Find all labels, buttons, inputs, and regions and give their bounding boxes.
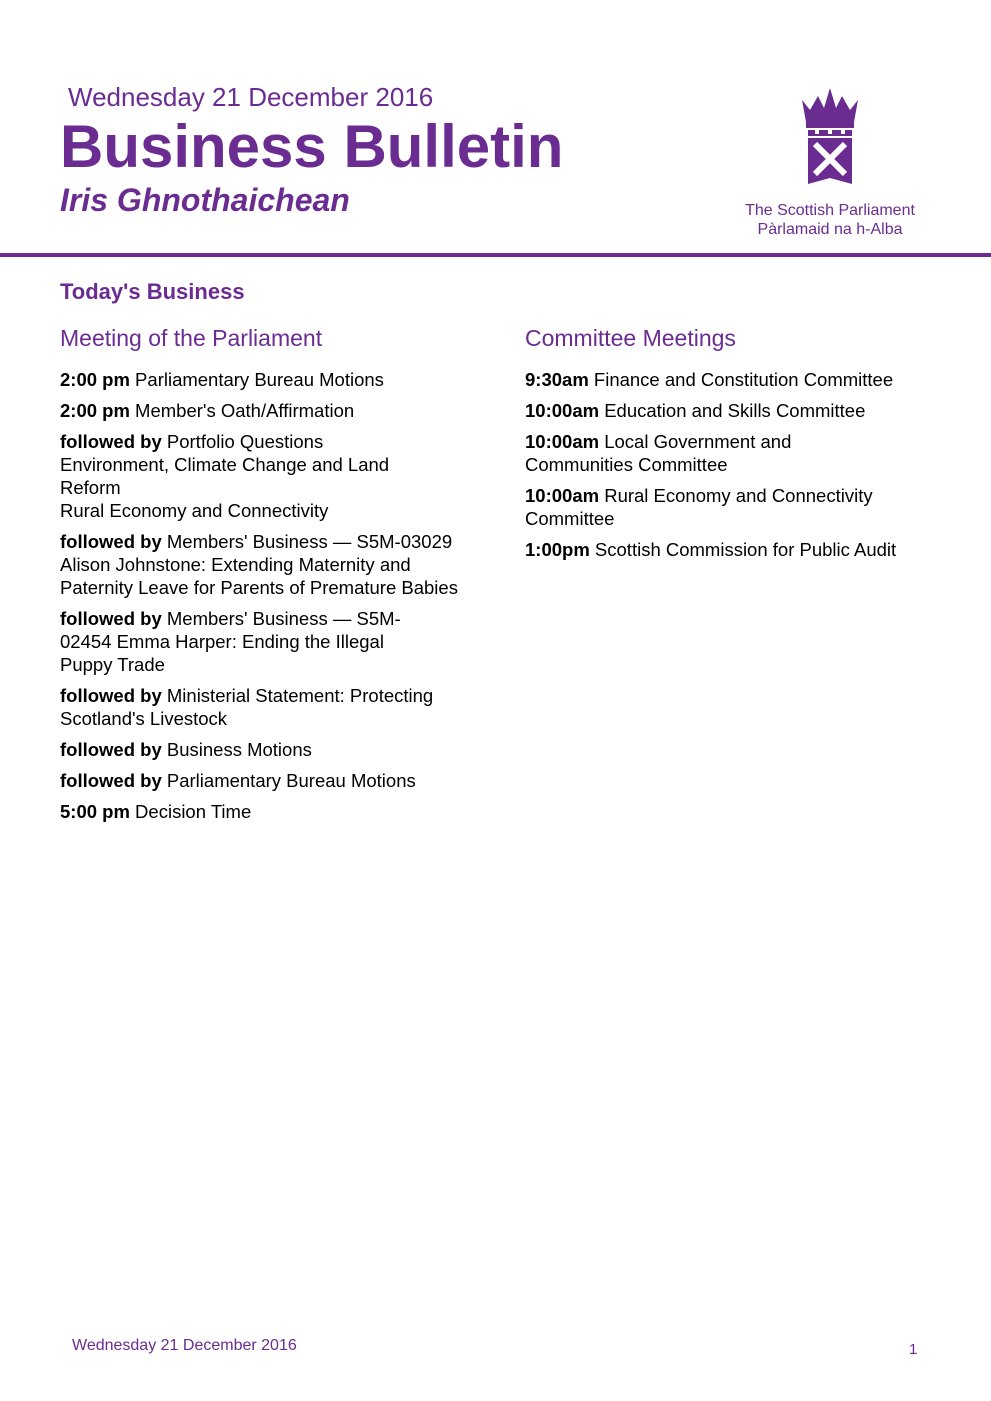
item-time: followed by bbox=[60, 739, 162, 760]
item-text: Portfolio Questions bbox=[161, 431, 324, 452]
item-time: 1:00pm bbox=[525, 539, 590, 560]
agenda-item bbox=[60, 430, 480, 522]
logo-text-gaelic: Pàrlamaid na h-Alba bbox=[757, 221, 903, 238]
agenda-item bbox=[60, 530, 465, 599]
column-heading: Meeting of the Parliament bbox=[60, 325, 323, 351]
item-text: Education and Skills Committee bbox=[599, 400, 866, 421]
agenda-item bbox=[60, 800, 480, 823]
item-time: 2:00 pm bbox=[60, 369, 130, 390]
item-text: Parliamentary Bureau Motions bbox=[129, 369, 384, 390]
item-text: Members' Business — S5M-02454 Emma Harper: Ending the Illegal Puppy Trade bbox=[60, 608, 401, 675]
item-time: followed by bbox=[60, 685, 162, 706]
item-text: Parliamentary Bureau Motions bbox=[161, 770, 416, 791]
committee-item bbox=[525, 538, 945, 561]
column-heading: Committee Meetings bbox=[525, 325, 736, 351]
footer-date: Wednesday 21 December 2016 bbox=[72, 1337, 297, 1354]
item-text: Member's Oath/Affirmation bbox=[129, 400, 355, 421]
committee-meetings-section bbox=[525, 325, 945, 569]
page-number: 1 bbox=[909, 1341, 918, 1358]
item-text: Members' Business — S5M-03029 Alison Johnstone: Extending Maternity and Paternity Leave for Parents of Premature Babies bbox=[60, 531, 458, 598]
item-time: 5:00 pm bbox=[60, 801, 130, 822]
committee-item bbox=[525, 430, 825, 476]
agenda-item bbox=[60, 738, 480, 761]
item-time: followed by bbox=[60, 770, 162, 791]
item-time: followed by bbox=[60, 431, 162, 452]
item-text: Finance and Constitution Committee bbox=[588, 369, 894, 390]
committee-item bbox=[525, 368, 945, 391]
item-text: Scottish Commission for Public Audit bbox=[589, 539, 897, 560]
committee-item bbox=[525, 399, 945, 422]
page-subtitle: Iris Ghnothaichean bbox=[60, 182, 350, 218]
item-text: Ministerial Statement: Protecting Scotland's Livestock bbox=[60, 685, 434, 729]
page-title: Business Bulletin bbox=[60, 113, 564, 180]
agenda-item bbox=[60, 368, 480, 391]
item-time: followed by bbox=[60, 608, 162, 629]
item-time: 2:00 pm bbox=[60, 400, 130, 421]
header-divider bbox=[0, 253, 991, 257]
portfolio-line: Rural Economy and Connectivity bbox=[60, 500, 329, 521]
section-heading: Today's Business bbox=[60, 279, 245, 304]
agenda-item bbox=[60, 607, 435, 676]
logo-text-english: The Scottish Parliament bbox=[745, 202, 915, 219]
scottish-parliament-logo bbox=[740, 86, 920, 239]
item-text: Business Motions bbox=[161, 739, 312, 760]
portfolio-line: Environment, Climate Change and Land Reform bbox=[60, 454, 390, 498]
item-text: Local Government and Communities Committee bbox=[525, 431, 792, 475]
item-time: 10:00am bbox=[525, 431, 600, 452]
item-time: 9:30am bbox=[525, 369, 589, 390]
agenda-item bbox=[60, 684, 470, 730]
agenda-item bbox=[60, 769, 480, 792]
agenda-item bbox=[60, 399, 480, 422]
item-time: 10:00am bbox=[525, 485, 600, 506]
bulletin-date: Wednesday 21 December 2016 bbox=[68, 82, 434, 112]
committee-item bbox=[525, 484, 910, 530]
item-time: 10:00am bbox=[525, 400, 600, 421]
crown-shield-icon bbox=[798, 86, 862, 196]
item-text: Decision Time bbox=[129, 801, 252, 822]
meeting-of-parliament-section bbox=[60, 325, 480, 831]
item-text: Rural Economy and Connectivity Committee bbox=[525, 485, 873, 529]
item-time: followed by bbox=[60, 531, 162, 552]
